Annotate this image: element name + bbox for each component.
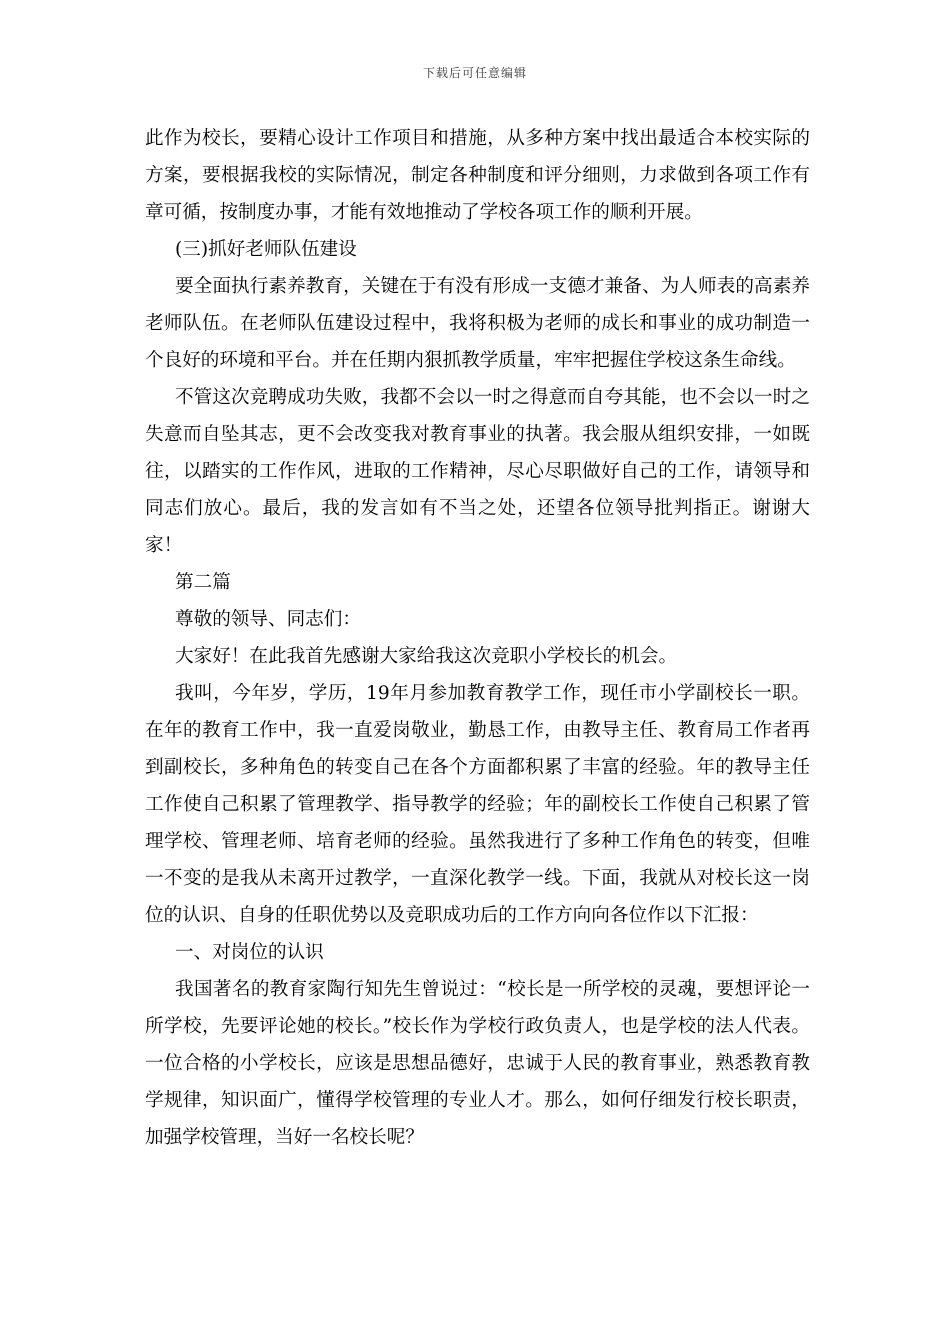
section-heading-teacher-team: (三)抓好老师队伍建设 bbox=[175, 239, 357, 260]
section-heading-part-two: 第二篇 bbox=[175, 572, 231, 593]
paragraph-self-introduction: 我叫，今年岁，学历，19年月参加教育教学工作，现任市小学副校长一职。在年的教育工作中，我一直爱岗敬业，勤恳工作，由教导主任、教育局工作者再到副校长，多种角色的转变自己在各个方面都积累了丰富的经验。年的教导主任工作使自己积累了管理教学、指导教学的经验；年的副校长工作使自己积累了管理学校、管理老师、培育老师的经验。虽然我进行了多种工作角色的转变，但唯一不变的是我从未离开过教学，一直深化教学一线。下面，我就从对校长这一岗位的认识、自身的任职优势以及竞职成功后的工作方向向各位作以下汇报： bbox=[145, 683, 810, 926]
paragraph-continuation: 此作为校长，要精心设计工作项目和措施，从多种方案中找出最适合本校实际的方案，要根据我校的实际情况，制定各种制度和评分细则，力求做到各项工作有章可循，按制度办事，才能有效地推动了学校各项工作的顺利开展。 bbox=[145, 128, 810, 223]
page-header: 下载后可任意编辑 bbox=[422, 66, 527, 80]
paragraph-teacher-team: 要全面执行素养教育，关键在于有没有形成一支德才兼备、为人师表的高素养老师队伍。在老师队伍建设过程中，我将积极为老师的成长和事业的成功制造一个良好的环境和平台。并在任期内狠抓教学质量，牢牢把握住学校这条生命线。 bbox=[145, 276, 810, 371]
paragraph-closing: 不管这次竞聘成功失败，我都不会以一时之得意而自夸其能，也不会以一时之失意而自坠其志，更不会改变我对教育事业的执著。我会服从组织安排，一如既往，以踏实的工作作风，进取的工作精神，尽心尽职做好自己的工作，请领导和同志们放心。最后，我的发言如有不当之处，还望各位领导批判指正。谢谢大家！ bbox=[145, 387, 810, 556]
greeting: 大家好！在此我首先感谢大家给我这次竞职小学校长的机会。 bbox=[175, 646, 678, 667]
document-body bbox=[145, 120, 810, 1156]
paragraph-post-understanding: 我国著名的教育家陶行知先生曾说过：“校长是一所学校的灵魂，要想评论一所学校，先要评论她的校长。”校长作为学校行政负责人，也是学校的法人代表。一位合格的小学校长，应该是思想品德好，忠诚于人民的教育事业，熟悉教育教学规律，知识面广，懂得学校管理的专业人才。那么，如何仔细发行校长职责，加强学校管理，当好一名校长呢？ bbox=[145, 979, 810, 1148]
section-heading-post-understanding: 一、对岗位的认识 bbox=[175, 942, 324, 963]
salutation: 尊敬的领导、同志们： bbox=[175, 609, 361, 630]
